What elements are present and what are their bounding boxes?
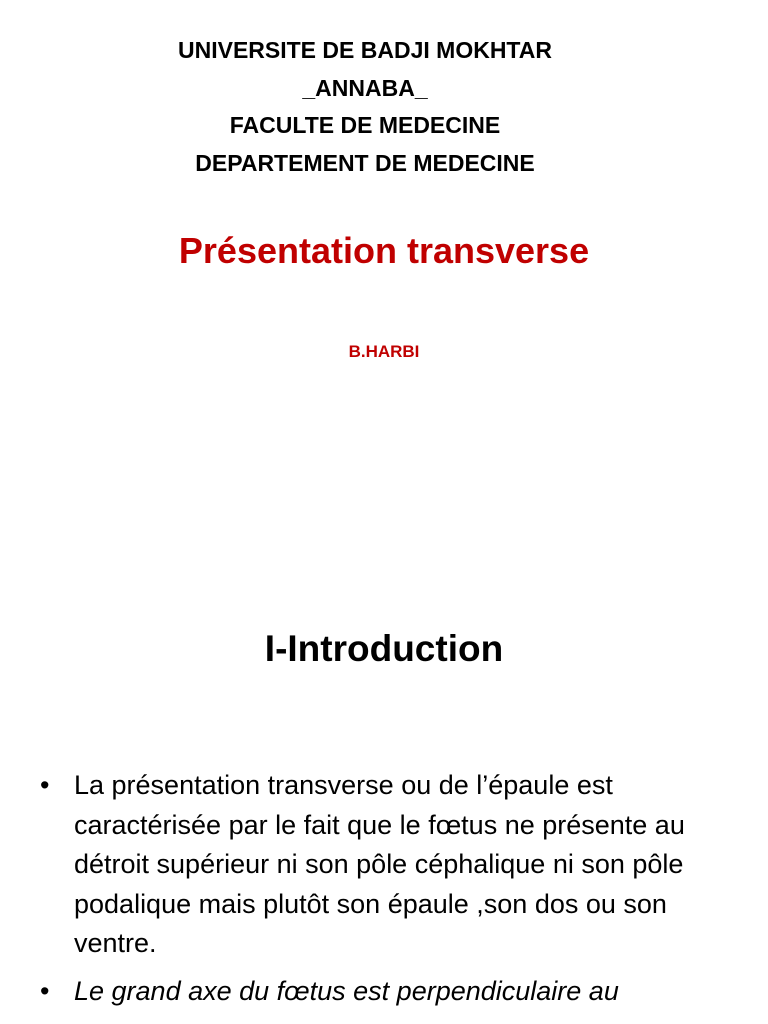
bullet-item [40,972,740,1012]
bullet-icon: • [40,975,50,1006]
bullet-icon: • [40,770,50,800]
author-name: B.HARBI [348,342,420,361]
institution-header [0,32,730,182]
faculty-name: FACULTE DE MEDECINE [229,112,501,138]
university-name: UNIVERSITE DE BADJI MOKHTAR [178,37,552,63]
section-heading: I-Introduction [264,628,504,669]
city-name: _ANNABA_ [302,74,428,101]
bullet-text: La présentation transverse ou de l’épaule est caractérisée par le fait que le fœtus ne présente au détroit supérieur ni son pôle céphalique ni son pôle podalique mais plutôt son épaule ,son dos ou son ventre. [74,770,685,958]
bullet-list [40,766,740,1019]
introduction-slide [0,560,768,1024]
presentation-title: Présentation transverse [178,230,590,271]
bullet-text: Le grand axe du fœtus est perpendiculaire au [74,975,619,1006]
bullet-item [40,766,740,964]
department-name: DEPARTEMENT DE MEDECINE [195,149,535,176]
